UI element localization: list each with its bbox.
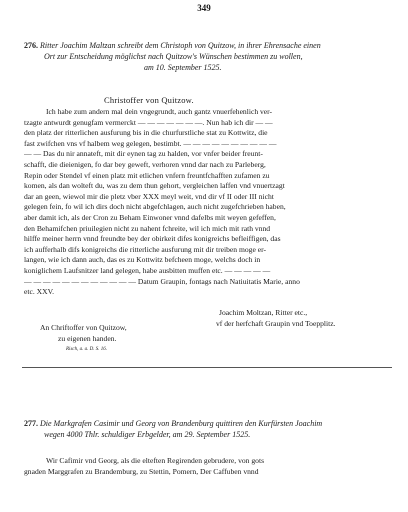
- body-line: dar an geen, wiewol mir die pletz vber XXX meyl weit, vnd dir vf II oder III nicht: [24, 191, 274, 201]
- body-line: den platz der ritterlichen ausfurung bis in die churfurstliche stat zu Kottwitz, die: [24, 128, 268, 138]
- body-line: hilffe meiner herrn vnnd freundte bey der obirkeit difes konigreichs befleiffigen, das: [24, 234, 281, 244]
- signature-title: vf der herfchaft Graupin vnd Toepplitz.: [216, 319, 336, 328]
- doc-277-heading-line-2: wegen 4000 Thlr. schuldiger Erbgelder, am 29. September 1525.: [44, 430, 251, 439]
- address-line-2: zu eigenen handen.: [58, 334, 117, 343]
- doc-276-heading-line-2: Ort zur Entscheidung möglichst nach Quitzow's Wünschen bestimmen zu wollen,: [44, 52, 303, 61]
- body-line: Repin oder Stendel vf einen platz mit etlichen vnfern freuntfchafften zufamen zu: [24, 170, 270, 180]
- doc-277-number: 277.: [24, 419, 38, 428]
- salutation: Christoffer von Quitzow.: [104, 95, 194, 105]
- body-line: — — Das du nir annateft, mit dir eynen tag zu halden, vor vnfer beider freunt-: [24, 149, 263, 159]
- body-line: gelegen fein, fo wil ich dirs doch nicht abgefchlagen, auch nicht zugefchrieben haben,: [24, 202, 286, 212]
- signature-name: Joachim Moltzan, Ritter etc.,: [219, 308, 308, 317]
- doc-276-heading-line-1: [24, 40, 390, 51]
- body-line: schafft, die dieienigen, fo dar bey geweft, verhoren vnnd dar nach zu Parleberg,: [24, 159, 266, 169]
- body-line: gnaden Marggrafen zu Brandemburg, zu Stettin, Pomern, Der Caffuben vnnd: [24, 466, 259, 476]
- body-line: etc. XXV.: [24, 287, 55, 297]
- doc-277-heading: [24, 418, 390, 440]
- body-line: fast zwifchen vns vf halbem weg gelegen, bestimbt. — — — — — — — — — —: [24, 138, 277, 148]
- body-line: koniglichem Laufsnitzer land gelegen, habe ausbitten muffen etc. — — — — —: [24, 265, 271, 275]
- doc-276-heading: [24, 40, 390, 73]
- body-line: langen, wie ich dann auch, das es zu Kottwitz befcheen moge, welchs doch in: [24, 255, 261, 265]
- doc-277-heading-line-1: [24, 418, 390, 429]
- page-number: 349: [197, 3, 211, 13]
- doc-276-body: [24, 107, 392, 298]
- body-line: komen, als dan wolteft du, was zu dem thun gehort, vergleichen laffen vnd vnuertzagt: [24, 181, 285, 191]
- body-line: ich aufferhalb difs konigreichs die ritterliche ausfurung mit dir treiben moge er-: [24, 244, 266, 254]
- source-note: Risch, a. a. D. S. 16.: [66, 347, 107, 352]
- body-line: Ich habe zum andern mal dein vngegrundt, auch gantz vnuerfehenlich ver-: [46, 107, 273, 116]
- body-line: tzagte antwurdt genugfam vermerckt — — — — — — —. Nun hab ich dir — —: [24, 117, 273, 127]
- body-line: Wir Cafimir vnd Georg, als die elteften Regirenden gebrudere, von gots: [46, 456, 265, 465]
- doc-276-number: 276.: [24, 41, 38, 50]
- doc-276-heading-text-1: Ritter Joachim Maltzan schreibt dem Christoph von Quitzow, in ihrer Ehrensache einen: [40, 41, 321, 50]
- body-line: — — — — — — — — — — — — Datum Graupin, fontags nach Natiuitatis Marie, anno: [24, 276, 300, 286]
- doc-277-body: [24, 456, 392, 477]
- address-line-1: An Chriftoffer von Quitzow,: [40, 323, 127, 332]
- doc-277-heading-text-1: Die Markgrafen Casimir und Georg von Brandenburg quittiren den Kurfürsten Joachim: [40, 419, 323, 428]
- body-line: aber damit ich, als der Cron zu Beham Einwoner vnnd dafelbs mit weyen gefeffen,: [24, 212, 276, 222]
- section-divider: [22, 367, 392, 368]
- body-line: den Behamifchen priuilegien nicht zu nahent fchreite, wil ich mich mit rath vnnd: [24, 223, 271, 233]
- doc-276-heading-line-3: am 10. September 1525.: [144, 63, 222, 72]
